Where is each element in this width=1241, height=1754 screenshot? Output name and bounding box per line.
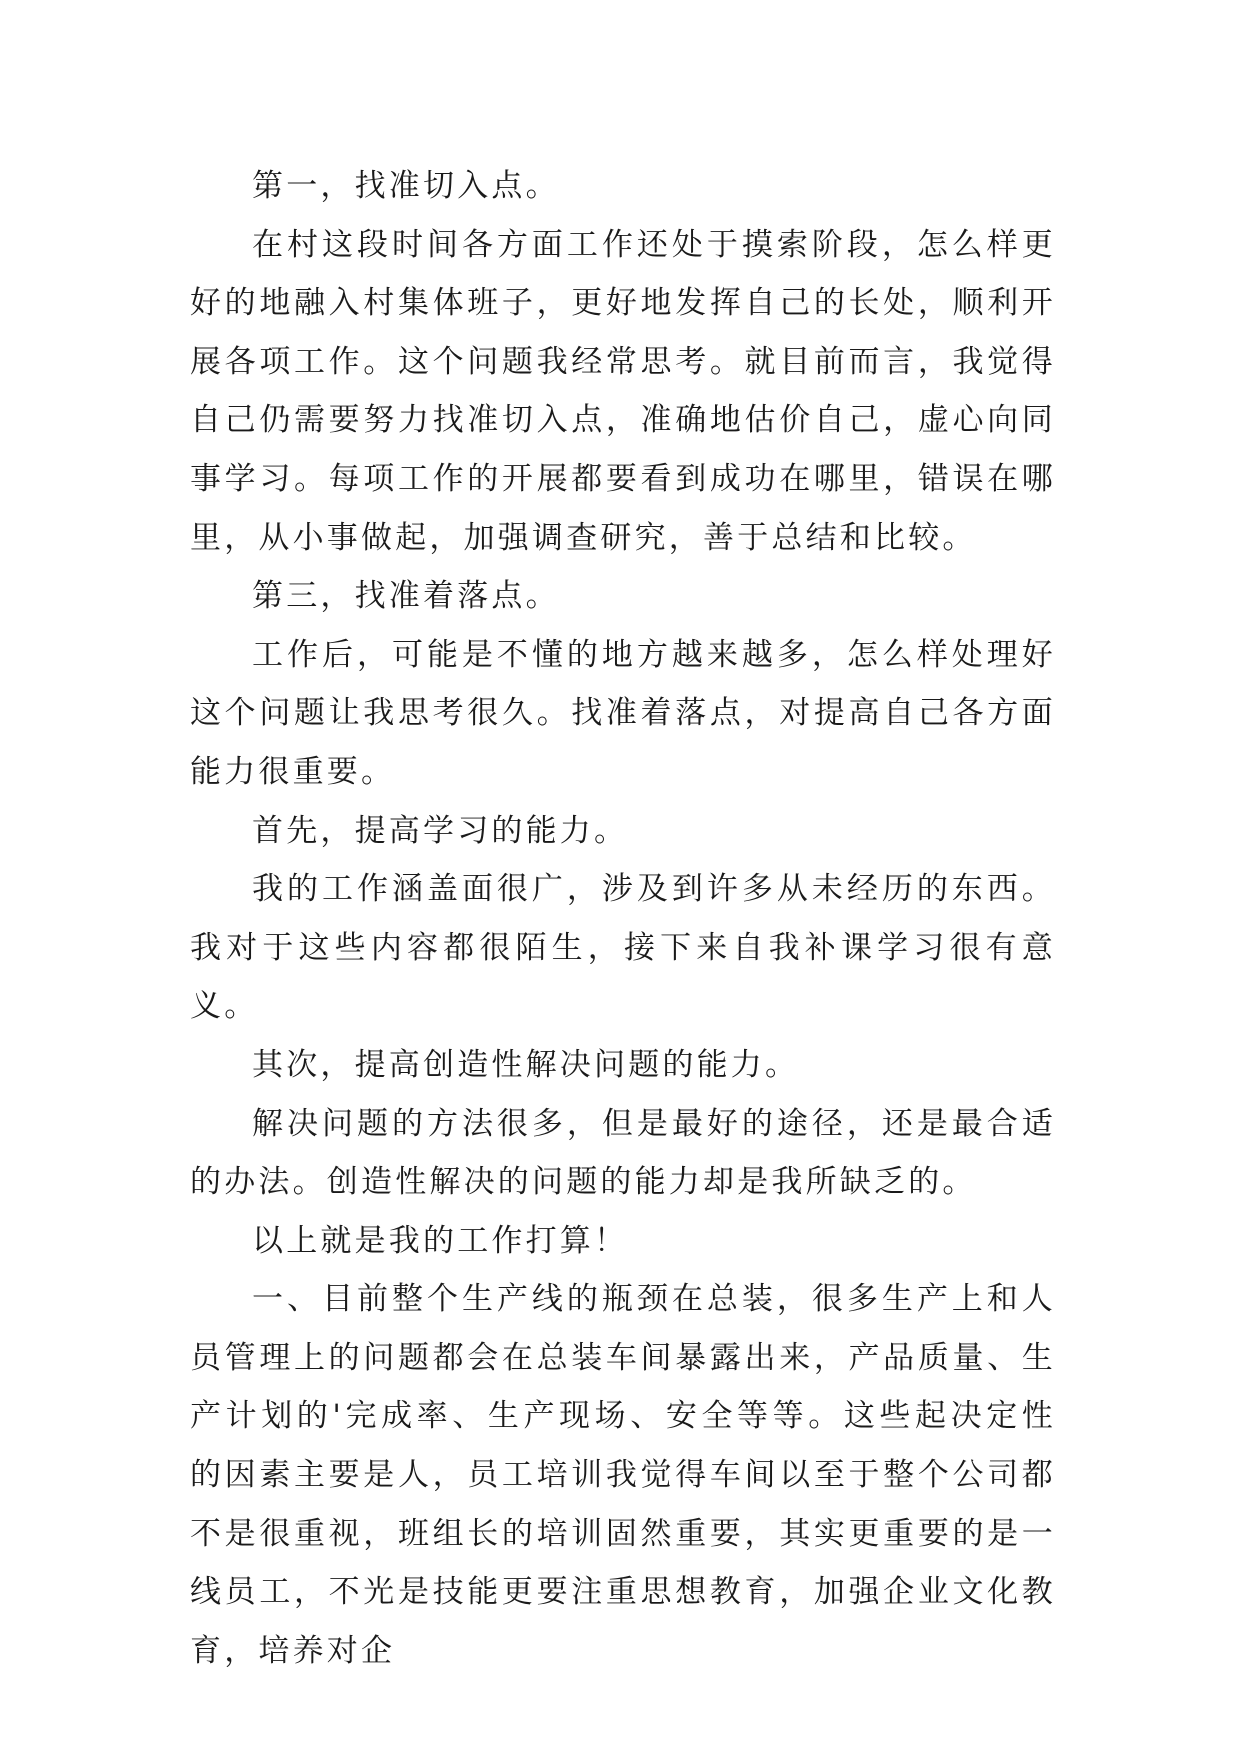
document-body: [190, 157, 1056, 1680]
paragraph-learning: 我的工作涵盖面很广，涉及到许多从未经历的东西。我对于这些内容都很陌生，接下来自我补课学习很有意义。: [190, 871, 1056, 1025]
paragraph-landing-point: 工作后，可能是不懂的地方越来越多，怎么样处理好这个问题让我思考很久。找准着落点，对提高自己各方面能力很重要。: [190, 636, 1056, 790]
paragraph-entry-point: 在村这段时间各方面工作还处于摸索阶段，怎么样更好的地融入村集体班子，更好地发挥自己的长处，顺利开展各项工作。这个问题我经常思考。就目前而言，我觉得自己仍需要努力找准切入点，准确地估价自己，虚心向同事学习。每项工作的开展都要看到成功在哪里，错误在哪里，从小事做起，加强调查研究，善于总结和比较。: [190, 226, 1056, 556]
paragraph-creativity: 解决问题的方法很多，但是最好的途径，还是最合适的办法。创造性解决的问题的能力却是我所缺乏的。: [190, 1105, 1056, 1201]
paragraph-first-learning-heading: 首先，提高学习的能力。: [252, 812, 629, 849]
paragraph-section-three-heading: 第三，找准着落点。: [252, 578, 560, 615]
paragraph-second-creativity-heading: 其次，提高创造性解决问题的能力。: [252, 1046, 800, 1083]
paragraph-section-one-heading: 第一，找准切入点。: [252, 168, 560, 204]
paragraph-production-line: 一、目前整个生产线的瓶颈在总装，很多生产上和人员管理上的问题都会在总装车间暴露出来，产品质量、生产计划的'完成率、生产现场、安全等等。这些起决定性的因素主要是人，员工培训我觉得车间以至于整个公司都不是很重视，班组长的培训固然重要，其实更重要的是一线员工，不光是技能更要注重思想教育，加强企业文化教育，培养对企: [190, 1281, 1056, 1669]
paragraph-conclusion: 以上就是我的工作打算！: [252, 1222, 629, 1259]
